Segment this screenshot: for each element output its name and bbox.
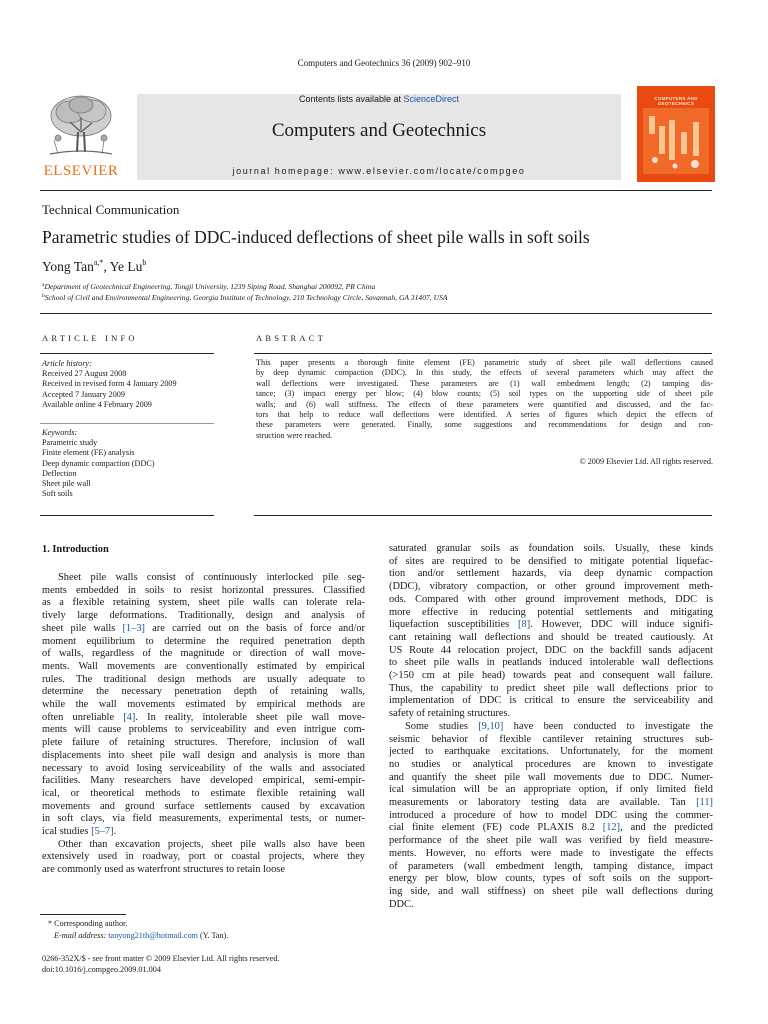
body-text: ments embedded in soils to resist horizontal pressures. Classified [42, 584, 365, 596]
body-text: Sheet pile walls consist of continuously interlocked pile seg- [58, 572, 365, 583]
body-column-left [42, 572, 365, 877]
affiliation-text: Department of Geotechnical Engineering, Tongji University, 1239 Siping Road, Shanghai 200092, PR China [44, 282, 376, 291]
history-item: Accepted 7 January 2009 [42, 389, 125, 399]
body-text: ments. Wall movements are conventionally estimated by empirical [42, 660, 365, 672]
body-line [42, 864, 365, 877]
journal-citation: Computers and Geotechnics 36 (2009) 902–910 [297, 58, 471, 68]
body-line [389, 861, 713, 874]
citation-link[interactable]: [9,10] [478, 720, 504, 732]
body-text: implementation of DDC is critical to ensure the serviceability and [389, 695, 713, 707]
email-suffix: (Y. Tan). [197, 930, 229, 940]
contents-prefix: Contents lists available at [298, 94, 404, 104]
email-link[interactable]: tanyong21th@hotmail.com [108, 930, 198, 940]
article-info-heading: ARTICLE INFO [42, 333, 138, 343]
body-text: moment equilibrium to determine the required penetration depth [42, 635, 365, 647]
body-line [389, 543, 713, 556]
body-text: . In reality, intolerable sheet pile wall move- [135, 711, 365, 723]
email-line [48, 930, 228, 942]
body-text: are commonly used as waterfront structures to retain loose [42, 864, 285, 876]
body-text: displacements into sheet pile wall design and analysis is more than [42, 749, 365, 761]
body-text: often unreliable [42, 711, 124, 723]
body-line [389, 899, 713, 912]
body-line [42, 585, 365, 598]
body-line [389, 556, 713, 569]
body-text: DDC. [389, 898, 414, 910]
body-line [42, 763, 365, 776]
author-affiliation-marker: b [142, 258, 147, 267]
citation-link[interactable]: [12] [602, 822, 621, 834]
elsevier-tree-icon [40, 92, 122, 160]
body-text: have been conducted to investigate the [503, 720, 713, 732]
body-text: no studies or analytical procedures are known to investigate [389, 758, 713, 770]
abstract-line: wall deflections were investigated. These parameters are (1) wall embedment length; (2) tamping dis- [256, 378, 713, 388]
body-text: more effective in reducing potential settlements and mitigating [389, 606, 713, 618]
abstract-line: struction were reached. [256, 430, 333, 440]
affiliation [42, 282, 375, 291]
body-line [42, 699, 365, 712]
body-line [42, 801, 365, 814]
body-line [389, 810, 713, 823]
header-rule [40, 190, 712, 191]
journal-cover-icon[interactable] [637, 86, 715, 182]
history-item: Received 27 August 2008 [42, 369, 127, 379]
body-line [389, 645, 713, 658]
body-text: Other than excavation projects, sheet pile walls also have been [58, 838, 365, 850]
journal-title: Computers and Geotechnics [271, 120, 487, 141]
author-list [42, 258, 146, 275]
body-line [389, 708, 713, 721]
body-text: Thus, the capability to predict sheet pile wall deflections prior to [389, 682, 713, 694]
citation-link[interactable]: [8] [518, 619, 531, 631]
author-name[interactable]: Yong Tan [42, 259, 94, 274]
body-text: ical, or theoretical methods to estimate flexible retaining wall [42, 787, 365, 799]
body-line [42, 623, 365, 636]
article-info-divider [40, 423, 214, 424]
keyword: Sheet pile wall [42, 479, 91, 489]
body-line [42, 712, 365, 725]
body-line [389, 594, 713, 607]
body-line [389, 873, 713, 886]
front-matter [42, 953, 279, 975]
body-line [42, 686, 365, 699]
body-text: plete failure of retaining structures. Therefore, inclusion of wall [42, 737, 365, 749]
body-text: facilities. Many researchers have developed empirical, semi-empir- [42, 775, 365, 787]
body-line [42, 597, 365, 610]
body-text: US Route 44 relocation project, DDC on the backfill sands adjacent [389, 644, 713, 656]
corresponding-author-note [48, 918, 228, 930]
body-line [42, 775, 365, 788]
keyword: Deep dynamic compaction (DDC) [42, 458, 155, 468]
body-text: cial finite element (FE) code PLAXIS 8.2 [389, 822, 603, 834]
body-text: cant retaining wall deflections and should be treated cautiously. At [389, 631, 713, 643]
abstract-copyright: © 2009 Elsevier Ltd. All rights reserved. [579, 457, 713, 466]
history-item: Available online 4 February 2009 [42, 399, 152, 409]
keyword: Soft soils [42, 489, 73, 499]
abstract-line: walls; and (6) wall stiffness. The effects of these parameters were quantified and discussed, and the fac- [256, 399, 713, 409]
title-rule [40, 313, 712, 314]
body-line [389, 759, 713, 772]
affiliation-label: a [42, 282, 45, 288]
history-item: Received in revised form 4 January 2009 [42, 379, 177, 389]
contents-availability [137, 94, 621, 104]
email-label: E-mail address: [54, 930, 109, 940]
body-text: tion and/or settlement hazards, via deep dynamic compaction [389, 568, 713, 580]
journal-homepage[interactable]: journal homepage: www.elsevier.com/locate/compgeo [232, 166, 526, 176]
body-line [389, 721, 713, 734]
section-heading: 1. Introduction [42, 544, 109, 555]
body-text: of parameters (wall embedment length, tamping distance, impact [389, 860, 713, 872]
paper-title: Parametric studies of DDC-induced deflections of sheet pile walls in soft soils [42, 227, 590, 247]
body-line [389, 607, 713, 620]
footnote-marker: * [48, 919, 53, 928]
body-line [42, 839, 365, 852]
body-line [42, 813, 365, 826]
body-text: . However, DDC will induce signifi- [530, 619, 713, 631]
body-line [42, 737, 365, 750]
body-text: of walls, regardless of the magnitude or direction of wall move- [42, 648, 365, 660]
body-column-right [389, 543, 713, 911]
body-text: ical studies [42, 826, 92, 838]
body-text: (>150 cm at pile head) towards peat and consequent wall failure. [389, 670, 713, 682]
abstract-line: tance; (3) impact energy per blow; (4) blow counts; (5) soil types on the supporting side of sheet pile [256, 389, 713, 399]
body-text: (DDC), vibratory compaction, or other ground improvement meth- [389, 581, 713, 593]
body-line [389, 632, 713, 645]
keywords [42, 428, 214, 499]
abstract-line: This paper presents a thorough finite element (FE) parametric study of sheet pile wall deflections caused [256, 358, 713, 367]
affiliation-text: School of Civil and Environmental Engineering, Georgia Institute of Technology, 210 Technology Circle, Savannah, GA 31407, USA [44, 293, 448, 302]
body-line [389, 835, 713, 848]
body-text: jected to earthquake excitations. Unfortunately, for the moment [389, 746, 713, 758]
citation-link[interactable]: [4] [123, 711, 136, 723]
body-text: safety of retaining structures. [389, 708, 511, 720]
body-line [389, 683, 713, 696]
doi-line[interactable]: doi:10.1016/j.compgeo.2009.01.004 [42, 965, 161, 974]
abstract-line: by deep dynamic compaction (DDC). In this study, the effects of several parameters which may affect the [256, 368, 713, 378]
cover-title: COMPUTERS AND GEOTECHNICS [654, 96, 698, 106]
body-line [389, 784, 713, 797]
author-separator: , [103, 259, 110, 274]
abstract-bottom-rule [254, 515, 712, 516]
body-line [389, 886, 713, 899]
keyword: Finite element (FE) analysis [42, 448, 135, 458]
body-line [42, 648, 365, 661]
body-text: liquefaction susceptibilities [389, 619, 519, 631]
abstract-line: these parameters were generated. Finally, some suggestions and recommendations for design and con- [256, 420, 713, 430]
body-text: while the wall movements estimated by empirical methods are [42, 699, 365, 711]
body-text: necessary to avoid losing serviceability of the walls and associated [42, 762, 365, 774]
article-info-bottom-rule [40, 515, 214, 516]
body-line [389, 734, 713, 747]
body-text: in soft clays, via field measurements, experimental tests, or numer- [42, 813, 365, 825]
body-text: of sites are required to be densified to mitigate potential liquefac- [389, 555, 713, 567]
history-label: Article history: [42, 359, 92, 368]
body-text: movements and ground surface settlements caused by excavation [42, 800, 365, 812]
body-line [42, 661, 365, 674]
body-line [389, 670, 713, 683]
body-text: ical simulation will be an appropriate option, if only limited field [389, 784, 713, 796]
body-line [42, 572, 365, 585]
body-line [42, 724, 365, 737]
body-line [389, 657, 713, 670]
abstract-heading: ABSTRACT [256, 333, 326, 343]
body-line [389, 822, 713, 835]
body-line [42, 851, 365, 864]
body-text: ments. However, no efforts were made to investigate the effects [389, 847, 713, 859]
affiliation [42, 293, 448, 302]
body-line [42, 674, 365, 687]
body-line [389, 568, 713, 581]
keywords-label: Keywords: [42, 428, 78, 437]
body-line [389, 772, 713, 785]
footnote-rule [40, 914, 126, 915]
body-text: saturated granular soils as foundation soils. Usually, these kinds [389, 543, 713, 554]
abstract-rule [254, 353, 712, 354]
body-text: sheet pile walls [42, 622, 123, 634]
body-text: extensively used in roadway, port or coastal projects, where they [42, 851, 365, 863]
body-text: , and the predicted [620, 822, 713, 834]
body-line [389, 797, 713, 810]
body-line [389, 695, 713, 708]
body-text: performance of the sheet pile wall was verified by field measure- [389, 835, 713, 847]
footnote [48, 918, 228, 941]
body-line [389, 848, 713, 861]
body-line [42, 788, 365, 801]
body-text: and quantify the sheet pile wall movements due to DDC. Numer- [389, 771, 713, 783]
section-type: Technical Communication [42, 202, 180, 217]
citation-link[interactable]: [1–3] [122, 622, 145, 634]
body-text: introduced a procedure of how to model DDC using the commer- [389, 809, 713, 821]
keyword: Deflection [42, 468, 77, 478]
elsevier-logo-text: ELSEVIER [43, 163, 119, 179]
body-text: energy per blow, blow counts, types of soft soils on the support- [389, 873, 713, 885]
citation-link[interactable]: [11] [696, 797, 713, 809]
body-text: . [113, 826, 117, 838]
body-line [42, 750, 365, 763]
body-text: as a flexible retaining system, sheet pile walls can tolerate rela- [42, 597, 365, 609]
body-line [389, 581, 713, 594]
body-line [389, 746, 713, 759]
corresponding-author-text: Corresponding author. [54, 919, 128, 928]
body-text: ing side, and wall stiffness) on sheet pile wall deflections during [389, 885, 713, 897]
body-line [42, 826, 365, 839]
body-line [389, 619, 713, 632]
affiliation-label: b [42, 293, 45, 299]
body-text: to sheet pile walls in peatlands induced intolerable wall deflections [389, 657, 713, 669]
sciencedirect-link[interactable]: ScienceDirect [403, 94, 460, 104]
body-text: tively large deformations. Traditionally, design and analysis of [42, 610, 365, 622]
body-text: ods. Compared with other ground improvement methods, DDC is [389, 593, 713, 605]
body-text: determine the necessary penetration depth of retaining walls, [42, 686, 365, 698]
article-history [42, 359, 214, 410]
body-text: are carried out on the basis of force and/or [144, 622, 365, 634]
body-text: seismic behavior of flexible cantilever retaining structures sub- [389, 733, 713, 745]
author-name[interactable]: Ye Lu [109, 259, 143, 274]
body-text: measurements or laboratory testing data are available. Tan [389, 797, 697, 809]
abstract-line: tors that help to reduce wall deflections were identified. A series of figures which depict the effects of [256, 410, 713, 420]
citation-link[interactable]: [5–7] [91, 826, 114, 838]
issn-line: 0266-352X/$ - see front matter © 2009 Elsevier Ltd. All rights reserved. [42, 954, 280, 963]
body-line [42, 636, 365, 649]
body-text: ments will cause problems to serviceability and even intrigue com- [42, 724, 365, 736]
body-text: rules. The traditional design methods are usually adequate to [42, 673, 365, 685]
article-info-rule [40, 353, 214, 354]
body-text: Some studies [405, 720, 479, 732]
author-affiliation-marker[interactable]: a,* [93, 258, 104, 267]
abstract-text [256, 358, 713, 441]
body-line [42, 610, 365, 623]
keyword: Parametric study [42, 438, 98, 448]
